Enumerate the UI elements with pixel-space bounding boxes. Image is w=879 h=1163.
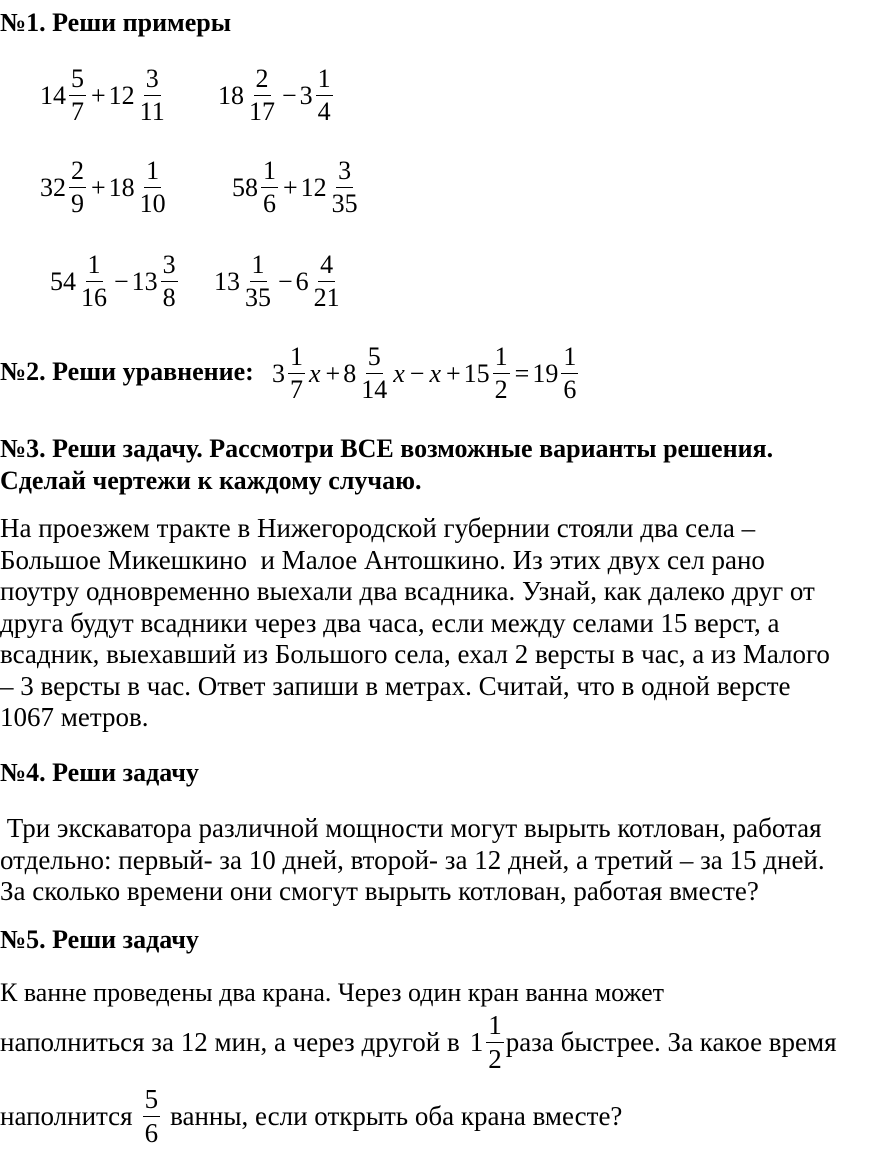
numerator: 1 [316, 66, 333, 96]
operator: + [91, 172, 106, 202]
denominator: 7 [290, 375, 303, 404]
task4-heading: №4. Реши задачу [0, 758, 199, 787]
fraction [330, 158, 360, 217]
task3-heading-line2: Сделай чертежи к каждому случаю. [0, 466, 422, 495]
task4-text: Три экскаватора различной мощности могут вырыть котлован, работая отдельно: первый- за 10 дней, второй- за 12 дней, а третий – за 15 дней. За сколько времени они смогут вырыть котлован, работая вместе? [0, 813, 825, 906]
task5-line1: К ванне проведены два крана. Через один кран ванна может [0, 978, 665, 1007]
fraction [288, 344, 305, 403]
denominator: 11 [139, 97, 165, 126]
numerator: 1 [86, 252, 103, 282]
denominator: 16 [81, 283, 107, 312]
fraction [493, 344, 510, 403]
fraction [161, 252, 178, 311]
numerator: 1 [493, 344, 510, 374]
whole-part: 3 [299, 80, 313, 110]
fraction [69, 66, 86, 125]
task5-heading: №5. Реши задачу [0, 925, 199, 954]
denominator: 6 [263, 189, 276, 218]
example-2 [218, 66, 335, 125]
whole-part: 54 [50, 266, 76, 296]
numerator: 5 [366, 344, 383, 374]
fraction [243, 252, 273, 311]
numerator: 3 [161, 252, 178, 282]
denominator: 10 [139, 189, 166, 218]
fraction [143, 1086, 161, 1147]
whole-part: 8 [343, 358, 357, 388]
whole-part: 15 [463, 358, 490, 388]
numerator: 1 [144, 158, 161, 188]
variable-x: x [309, 358, 321, 388]
operator: + [283, 172, 298, 202]
text-segment: раза быстрее. За какое время [505, 1027, 837, 1057]
operator: + [325, 358, 341, 388]
denominator: 35 [331, 189, 358, 218]
numerator: 5 [143, 1086, 161, 1117]
denominator: 7 [71, 97, 84, 126]
whole-part: 13 [131, 266, 158, 296]
whole-part: 32 [40, 172, 66, 202]
whole-part: 14 [40, 80, 66, 110]
whole-part: 18 [108, 172, 135, 202]
numerator: 1 [561, 344, 578, 374]
whole-part: 19 [532, 358, 559, 388]
fraction [316, 66, 333, 125]
denominator: 2 [494, 375, 508, 404]
fraction [69, 158, 86, 217]
denominator: 35 [245, 283, 271, 312]
operator: + [91, 80, 106, 110]
fraction [486, 1012, 504, 1073]
task1-heading: №1. Реши примеры [0, 8, 232, 37]
fraction [561, 344, 578, 403]
fraction [312, 252, 342, 311]
denominator: 17 [249, 97, 275, 126]
example-1 [40, 66, 169, 125]
operator: − [282, 80, 297, 110]
example-4 [232, 158, 362, 217]
fraction [247, 66, 277, 125]
denominator: 2 [488, 1044, 502, 1074]
fraction [79, 252, 109, 311]
operator: − [409, 358, 425, 388]
denominator: 8 [162, 283, 176, 312]
numerator: 1 [288, 344, 305, 374]
denominator: 9 [71, 189, 84, 218]
whole-part: 12 [108, 80, 135, 110]
whole-part: 12 [300, 172, 327, 202]
text-segment: наполнится [0, 1101, 133, 1131]
whole-part: 13 [214, 266, 240, 296]
numerator: 1 [250, 252, 267, 282]
whole-part: 58 [232, 172, 258, 202]
whole-part: 3 [272, 358, 285, 388]
denominator: 6 [144, 1118, 159, 1148]
variable-x: x [429, 358, 441, 388]
equals-sign: = [514, 358, 530, 388]
example-6 [214, 252, 344, 311]
fraction [359, 344, 389, 403]
numerator: 1 [486, 1012, 504, 1043]
whole-part: 18 [218, 80, 244, 110]
task3-heading-line1: №3. Реши задачу. Рассмотри ВСЕ возможные варианты решения. [0, 434, 774, 463]
numerator: 5 [69, 66, 86, 96]
operator: + [445, 358, 461, 388]
example-5 [50, 252, 180, 311]
numerator: 4 [318, 252, 335, 282]
numerator: 3 [336, 158, 353, 188]
numerator: 2 [254, 66, 271, 96]
operator: − [278, 266, 293, 296]
example-3 [40, 158, 170, 217]
whole-part: 1 [469, 1027, 484, 1057]
denominator: 14 [361, 375, 388, 404]
denominator: 21 [313, 283, 340, 312]
task2-heading: №2. Реши уравнение: [0, 357, 254, 386]
numerator: 3 [144, 66, 161, 96]
text-segment: ванны, если открыть оба крана вместе? [170, 1101, 623, 1131]
numerator: 2 [69, 158, 86, 188]
fraction [138, 158, 168, 217]
numerator: 1 [261, 158, 278, 188]
denominator: 4 [317, 97, 331, 126]
fraction [261, 158, 278, 217]
whole-part: 6 [295, 266, 309, 296]
operator: − [114, 266, 129, 296]
task5-line2 [0, 1012, 837, 1073]
variable-x: x [393, 358, 405, 388]
fraction [138, 66, 167, 125]
denominator: 6 [563, 375, 577, 404]
task3-text: На проезжем тракте в Нижегородской губернии стояли два села – Большое Микешкино и Малое Антошкино. Из этих двух сел рано поутру одновременно выехали два всадника. Узнай, как далеко друг от друга будут всадники через два часа, если между селами 15 верст, а всадник, выехавший из Большого села, ехал 2 версты в час, а из Малого – 3 версты в час. Ответ запиши в метрах. Считай, что в одной версте 1067 метров. [0, 513, 830, 732]
task5-line3 [0, 1086, 622, 1147]
equation [272, 344, 580, 403]
text-segment: наполниться за 12 мин, а через другой в [0, 1027, 460, 1057]
